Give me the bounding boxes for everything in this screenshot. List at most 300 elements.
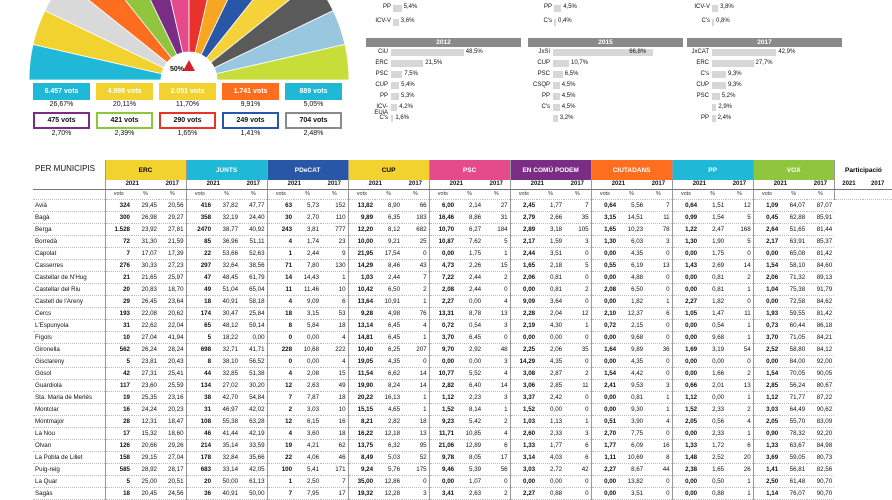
table-cell: 19,05 bbox=[348, 356, 375, 368]
table-cell: 66 bbox=[402, 200, 429, 212]
table-cell: 47 bbox=[186, 272, 213, 284]
table-cell: 71 bbox=[267, 260, 294, 272]
table-cell: 2,41 bbox=[591, 380, 618, 392]
table-cell: 10,85 bbox=[456, 428, 483, 440]
table-cell: 2,64 bbox=[753, 224, 780, 236]
fragment-value: 0,4% bbox=[558, 18, 572, 24]
table-cell: 0,00 bbox=[591, 404, 618, 416]
table-cell: 16 bbox=[105, 404, 132, 416]
panel-party: CSQP bbox=[532, 82, 550, 88]
panel-row bbox=[528, 80, 683, 91]
table-cell: 20,22 bbox=[348, 392, 375, 404]
table-cell: 26,98 bbox=[132, 212, 159, 224]
table-cell: 1 bbox=[402, 332, 429, 344]
table-cell: 5 bbox=[726, 236, 753, 248]
table-cell: 1,43 bbox=[672, 260, 699, 272]
table-cell: 29,26 bbox=[159, 440, 186, 452]
table-cell: 42,02 bbox=[240, 404, 267, 416]
fragment-party: PP bbox=[543, 4, 552, 10]
table-cell: 4,21 bbox=[294, 440, 321, 452]
table-cell: 31,30 bbox=[132, 236, 159, 248]
table-cell: 29 bbox=[105, 296, 132, 308]
panel-row bbox=[687, 102, 842, 113]
table-cell: 20,51 bbox=[159, 476, 186, 488]
fragment-value: 4,5% bbox=[563, 4, 577, 10]
table-row bbox=[33, 380, 892, 392]
sub-pct: % bbox=[159, 190, 186, 200]
table-cell: 14,43 bbox=[294, 272, 321, 284]
legend-item bbox=[33, 112, 90, 137]
table-cell: 2,47 bbox=[699, 224, 726, 236]
year-a: 2021 bbox=[834, 180, 863, 190]
panel-value: 9,3% bbox=[727, 71, 742, 77]
table-cell: 0,00 bbox=[537, 476, 564, 488]
table-cell: 12 bbox=[267, 416, 294, 428]
table-cell: 81,42 bbox=[807, 248, 834, 260]
table-cell: 3,41 bbox=[429, 488, 456, 500]
table-cell: 1,72 bbox=[699, 440, 726, 452]
panel-value: 6,5% bbox=[564, 71, 579, 77]
year-a: 2021 bbox=[510, 180, 564, 190]
panel-bar bbox=[553, 71, 563, 78]
table-cell: 0,00 bbox=[294, 356, 321, 368]
table-cell: 0,54 bbox=[456, 320, 483, 332]
table-row bbox=[33, 332, 892, 344]
panel-bar bbox=[712, 60, 754, 67]
sub-pct: % bbox=[645, 190, 672, 200]
table-cell: 49 bbox=[321, 380, 348, 392]
party-header: PP bbox=[672, 160, 753, 180]
table-cell: 6,03 bbox=[618, 236, 645, 248]
table-cell: 1,77 bbox=[591, 440, 618, 452]
table-row bbox=[33, 344, 892, 356]
table-cell: 13 bbox=[483, 308, 510, 320]
table-cell: 2,38 bbox=[672, 464, 699, 476]
table-cell: 2,82 bbox=[375, 416, 402, 428]
table-cell: 0,73 bbox=[753, 320, 780, 332]
table-cell: 6 bbox=[321, 296, 348, 308]
year-b: 2017 bbox=[564, 180, 591, 190]
table-cell: 4,03 bbox=[537, 452, 564, 464]
table-cell: 1,66 bbox=[699, 368, 726, 380]
table-cell: 35,14 bbox=[213, 440, 240, 452]
table-cell: 0,00 bbox=[672, 356, 699, 368]
table-cell: 85,91 bbox=[807, 212, 834, 224]
table-cell: 0 bbox=[645, 332, 672, 344]
panel-bar bbox=[391, 49, 464, 56]
table-cell: 1,75 bbox=[456, 248, 483, 260]
table-cell: 12 bbox=[726, 200, 753, 212]
table-cell: 105 bbox=[564, 224, 591, 236]
legend-pct: 20,11% bbox=[112, 101, 137, 108]
panel-bar bbox=[712, 93, 720, 100]
table-cell: 1,69 bbox=[672, 344, 699, 356]
table-cell: 297 bbox=[186, 260, 213, 272]
table-cell: 70,05 bbox=[780, 368, 807, 380]
table-cell: 0,81 bbox=[699, 284, 726, 296]
table-cell: 1 bbox=[726, 428, 753, 440]
table-cell: 0,55 bbox=[591, 260, 618, 272]
table-cell: 31 bbox=[186, 404, 213, 416]
table-cell: 0,64 bbox=[672, 200, 699, 212]
table-cell: 17,39 bbox=[159, 248, 186, 260]
table-cell: 42,19 bbox=[240, 428, 267, 440]
table-cell: 40,91 bbox=[213, 296, 240, 308]
municipality-name: Montclar bbox=[33, 404, 105, 416]
table-cell: 82,56 bbox=[807, 464, 834, 476]
table-cell: 2,27 bbox=[510, 488, 537, 500]
table-cell: 3 bbox=[645, 380, 672, 392]
table-cell: 5,84 bbox=[294, 320, 321, 332]
table-cell: 0 bbox=[483, 476, 510, 488]
table-cell: 0 bbox=[564, 488, 591, 500]
table-cell: 1,33 bbox=[510, 440, 537, 452]
table-cell: 8,05 bbox=[456, 452, 483, 464]
table-cell: 1 bbox=[564, 416, 591, 428]
table-cell: 20,66 bbox=[132, 440, 159, 452]
table-row bbox=[33, 488, 892, 500]
table-cell: 2,05 bbox=[753, 416, 780, 428]
panel-bar bbox=[712, 71, 726, 78]
table-cell: 8,78 bbox=[456, 308, 483, 320]
panel-row bbox=[687, 47, 842, 58]
table-cell: 20 bbox=[726, 452, 753, 464]
table-cell: 10 bbox=[321, 284, 348, 296]
panel-party: C's bbox=[700, 71, 709, 77]
table-row bbox=[33, 284, 892, 296]
table-cell: 2,44 bbox=[294, 248, 321, 260]
table-cell: 1,74 bbox=[294, 236, 321, 248]
table-cell: 5 bbox=[105, 476, 132, 488]
table-cell: 13,82 bbox=[618, 476, 645, 488]
table-cell: 6,45 bbox=[456, 332, 483, 344]
table-cell: 0 bbox=[267, 332, 294, 344]
table-cell: 0 bbox=[645, 284, 672, 296]
table-cell: 75,38 bbox=[780, 284, 807, 296]
legend-votes: 2.051 vots bbox=[159, 83, 216, 100]
table-cell: 23,92 bbox=[132, 224, 159, 236]
table-cell: 46,97 bbox=[213, 404, 240, 416]
table-cell: 18 bbox=[321, 428, 348, 440]
panel-party: ERC bbox=[375, 60, 388, 66]
table-cell: 38,10 bbox=[213, 356, 240, 368]
table-cell: 2,66 bbox=[537, 212, 564, 224]
table-cell: 72 bbox=[105, 236, 132, 248]
panel-bar bbox=[391, 115, 393, 122]
table-cell: 2,28 bbox=[510, 308, 537, 320]
table-cell: 56,52 bbox=[240, 356, 267, 368]
table-cell: 11 bbox=[564, 380, 591, 392]
fragment-value: 5,4% bbox=[403, 4, 418, 10]
sub-pct: % bbox=[294, 190, 321, 200]
panel-row bbox=[687, 58, 842, 69]
table-cell: 10,42 bbox=[348, 284, 375, 296]
table-cell: 214 bbox=[186, 440, 213, 452]
table-cell: 1 bbox=[483, 248, 510, 260]
table-cell: 1,07 bbox=[456, 476, 483, 488]
table-cell: 6,50 bbox=[375, 284, 402, 296]
party-header: JUNTS bbox=[186, 160, 267, 180]
party-header: EN COMÚ PODEM bbox=[510, 160, 591, 180]
table-cell: 4 bbox=[726, 416, 753, 428]
table-cell: 4,06 bbox=[294, 452, 321, 464]
table-row bbox=[33, 356, 892, 368]
table-cell: 4,88 bbox=[618, 272, 645, 284]
legend-pct: 11,70% bbox=[175, 101, 200, 108]
table-cell: 90,62 bbox=[807, 404, 834, 416]
table-cell: 56,24 bbox=[780, 380, 807, 392]
legend-item bbox=[222, 112, 279, 137]
table-row bbox=[33, 260, 892, 272]
table-cell: 20,62 bbox=[159, 308, 186, 320]
table-cell: 29,45 bbox=[132, 200, 159, 212]
panel-party: CUP bbox=[537, 60, 550, 66]
table-cell: 5 bbox=[726, 212, 753, 224]
table-cell: 0 bbox=[645, 248, 672, 260]
table-cell: 0 bbox=[564, 404, 591, 416]
municipality-name: Berga bbox=[33, 224, 105, 236]
table-cell: 4,35 bbox=[375, 356, 402, 368]
table-cell: 23 bbox=[321, 236, 348, 248]
municipality-name: Capolat bbox=[33, 248, 105, 260]
table-cell: 12,86 bbox=[375, 476, 402, 488]
table-cell: 11,71 bbox=[429, 428, 456, 440]
legend-item bbox=[159, 112, 216, 137]
table-cell: 4 bbox=[267, 296, 294, 308]
table-cell: 58,18 bbox=[240, 296, 267, 308]
table-cell: 184 bbox=[483, 224, 510, 236]
table-cell: 2,42 bbox=[537, 392, 564, 404]
table-cell: 14 bbox=[267, 272, 294, 284]
legend-item bbox=[96, 112, 153, 137]
table-cell: 0,00 bbox=[699, 392, 726, 404]
year-b: 2017 bbox=[483, 180, 510, 190]
sub-votes: vots bbox=[186, 190, 213, 200]
table-cell: 0,00 bbox=[753, 296, 780, 308]
panel-bar bbox=[712, 115, 716, 122]
table-cell: 12,37 bbox=[618, 308, 645, 320]
panel-bar bbox=[553, 93, 560, 100]
table-cell: 2,06 bbox=[753, 272, 780, 284]
table-cell: 10,87 bbox=[429, 236, 456, 248]
table-cell: 52 bbox=[402, 452, 429, 464]
table-cell: 84,98 bbox=[807, 440, 834, 452]
table-cell: 49 bbox=[186, 284, 213, 296]
table-cell: 178 bbox=[186, 452, 213, 464]
table-cell: 90,70 bbox=[807, 476, 834, 488]
table-cell: 71,77 bbox=[780, 392, 807, 404]
table-cell: 26,45 bbox=[132, 296, 159, 308]
table-cell: 56,81 bbox=[780, 464, 807, 476]
table-cell: 27,04 bbox=[132, 332, 159, 344]
table-cell: 1,30 bbox=[591, 236, 618, 248]
table-cell: 2 bbox=[726, 272, 753, 284]
table-cell: 29,15 bbox=[132, 452, 159, 464]
table-cell: 5,42 bbox=[456, 416, 483, 428]
table-cell: 17,07 bbox=[132, 248, 159, 260]
table-cell: 0,72 bbox=[429, 320, 456, 332]
table-cell: 9,70 bbox=[429, 344, 456, 356]
table-cell: 14,81 bbox=[348, 332, 375, 344]
table-cell: 1 bbox=[483, 404, 510, 416]
table-cell: 585 bbox=[105, 464, 132, 476]
table-cell: 3 bbox=[483, 392, 510, 404]
legend-pct: 1,41% bbox=[240, 130, 261, 137]
table-cell: 13 bbox=[402, 428, 429, 440]
table-cell: 12 bbox=[267, 380, 294, 392]
panel-party: PP bbox=[700, 115, 709, 121]
panel-bar bbox=[391, 93, 399, 100]
table-cell: 25,00 bbox=[132, 476, 159, 488]
year-b: 2017 bbox=[807, 180, 834, 190]
table-cell: 12,89 bbox=[456, 440, 483, 452]
table-cell: 0,00 bbox=[591, 272, 618, 284]
table-cell: 12,28 bbox=[375, 488, 402, 500]
table-cell: 76,07 bbox=[780, 488, 807, 500]
table-cell: 15,15 bbox=[348, 404, 375, 416]
table-cell: 8 bbox=[267, 320, 294, 332]
panel-bar bbox=[553, 115, 558, 122]
table-cell: 19 bbox=[105, 392, 132, 404]
table-cell: 31 bbox=[483, 212, 510, 224]
table-cell: 50,00 bbox=[240, 488, 267, 500]
table-cell: 10,69 bbox=[618, 452, 645, 464]
table-cell: 2,45 bbox=[510, 200, 537, 212]
table-cell: 7 bbox=[267, 392, 294, 404]
table-cell: 4 bbox=[321, 332, 348, 344]
panel-party: PSC bbox=[375, 71, 388, 77]
table-cell: 0,00 bbox=[591, 248, 618, 260]
municipality-name: Borredà bbox=[33, 236, 105, 248]
table-cell: 6 bbox=[564, 440, 591, 452]
table-cell: 20,83 bbox=[132, 284, 159, 296]
table-cell: 777 bbox=[321, 224, 348, 236]
panel-value: 27,7% bbox=[755, 60, 773, 66]
table-cell: 108 bbox=[186, 416, 213, 428]
table-cell: 27 bbox=[483, 200, 510, 212]
table-cell: 3,03 bbox=[753, 404, 780, 416]
table-cell: 23,16 bbox=[159, 392, 186, 404]
table-cell: 0 bbox=[402, 476, 429, 488]
table-cell: 2,60 bbox=[510, 428, 537, 440]
table-cell: 36 bbox=[645, 344, 672, 356]
table-cell: 0,64 bbox=[591, 200, 618, 212]
table-cell: 7 bbox=[402, 272, 429, 284]
table-cell: 0,00 bbox=[429, 248, 456, 260]
table-cell: 28,17 bbox=[159, 464, 186, 476]
table-cell: 18 bbox=[186, 296, 213, 308]
table-row bbox=[33, 392, 892, 404]
table-cell: 0 bbox=[645, 368, 672, 380]
panel-row bbox=[528, 47, 683, 58]
table-cell: 2,19 bbox=[510, 320, 537, 332]
table-cell: 42 bbox=[105, 368, 132, 380]
legend-pct: 2,48% bbox=[303, 130, 324, 137]
table-cell: 2,08 bbox=[429, 284, 456, 296]
table-cell: 2,52 bbox=[753, 344, 780, 356]
sub-pct: % bbox=[213, 190, 240, 200]
panel-row bbox=[687, 91, 842, 102]
table-cell: 32,71 bbox=[213, 344, 240, 356]
panel-value: 2,9% bbox=[718, 104, 733, 110]
table-cell: 22,08 bbox=[132, 308, 159, 320]
table-cell: 65,04 bbox=[240, 284, 267, 296]
table-cell: 2,89 bbox=[510, 224, 537, 236]
table-cell: 46 bbox=[321, 452, 348, 464]
table-cell: 4 bbox=[645, 416, 672, 428]
table-row bbox=[33, 464, 892, 476]
table-cell: 1,93 bbox=[753, 308, 780, 320]
panel-row bbox=[528, 69, 683, 80]
table-cell: 41,71 bbox=[240, 344, 267, 356]
panel-value: 5,4% bbox=[401, 82, 415, 88]
table-cell: 1,54 bbox=[591, 368, 618, 380]
table-cell: 59,05 bbox=[780, 452, 807, 464]
table-row bbox=[33, 428, 892, 440]
table-cell: 4 bbox=[267, 428, 294, 440]
table-cell: 58,10 bbox=[780, 260, 807, 272]
table-cell: 10,91 bbox=[375, 296, 402, 308]
sub-votes: vots bbox=[753, 190, 780, 200]
municipality-name: Guardiola bbox=[33, 380, 105, 392]
table-cell: 21,59 bbox=[159, 236, 186, 248]
table-cell: 2 bbox=[726, 404, 753, 416]
table-cell: 3,60 bbox=[294, 428, 321, 440]
table-cell: 5,73 bbox=[294, 200, 321, 212]
municipality-name: La Pobla de Lillet bbox=[33, 452, 105, 464]
table-cell: 6,62 bbox=[375, 368, 402, 380]
table-cell: 2,15 bbox=[618, 320, 645, 332]
table-cell: 562 bbox=[105, 344, 132, 356]
fragment-value: 3,8% bbox=[720, 4, 734, 10]
fragment-party: PP bbox=[382, 4, 391, 10]
table-row bbox=[33, 404, 892, 416]
table-row bbox=[33, 200, 892, 212]
table-cell: 13,75 bbox=[348, 440, 375, 452]
table-cell: 84,00 bbox=[780, 356, 807, 368]
table-cell: 9,09 bbox=[510, 296, 537, 308]
table-cell: 20,43 bbox=[159, 356, 186, 368]
party-header-row bbox=[33, 160, 892, 180]
table-cell: 126 bbox=[105, 440, 132, 452]
fragment-value: 0,8% bbox=[716, 18, 730, 24]
party-header: PDeCAT bbox=[267, 160, 348, 180]
table-cell: 0,00 bbox=[429, 356, 456, 368]
table-cell: 0,00 bbox=[591, 392, 618, 404]
table-cell: 5,03 bbox=[375, 452, 402, 464]
table-cell: 54,84 bbox=[240, 392, 267, 404]
year-b: 2017 bbox=[645, 180, 672, 190]
table-cell: 2 bbox=[483, 488, 510, 500]
fragment-bar bbox=[393, 5, 402, 12]
table-cell: 13,64 bbox=[348, 296, 375, 308]
table-cell: 1,03 bbox=[348, 272, 375, 284]
table-cell: 40,92 bbox=[240, 224, 267, 236]
table-cell: 276 bbox=[105, 260, 132, 272]
table-cell: 25,41 bbox=[159, 368, 186, 380]
table-cell: 9,78 bbox=[429, 452, 456, 464]
table-cell: 1,77 bbox=[537, 440, 564, 452]
table-cell: 0 bbox=[726, 248, 753, 260]
table-cell: 1,52 bbox=[672, 404, 699, 416]
table-cell: 18 bbox=[105, 488, 132, 500]
municipality-name: Bagà bbox=[33, 212, 105, 224]
fragment-bar bbox=[554, 5, 561, 12]
sub-pct: % bbox=[375, 190, 402, 200]
panel-party: PP bbox=[379, 93, 388, 99]
table-cell: 64,07 bbox=[780, 200, 807, 212]
table-cell: 3 bbox=[402, 488, 429, 500]
